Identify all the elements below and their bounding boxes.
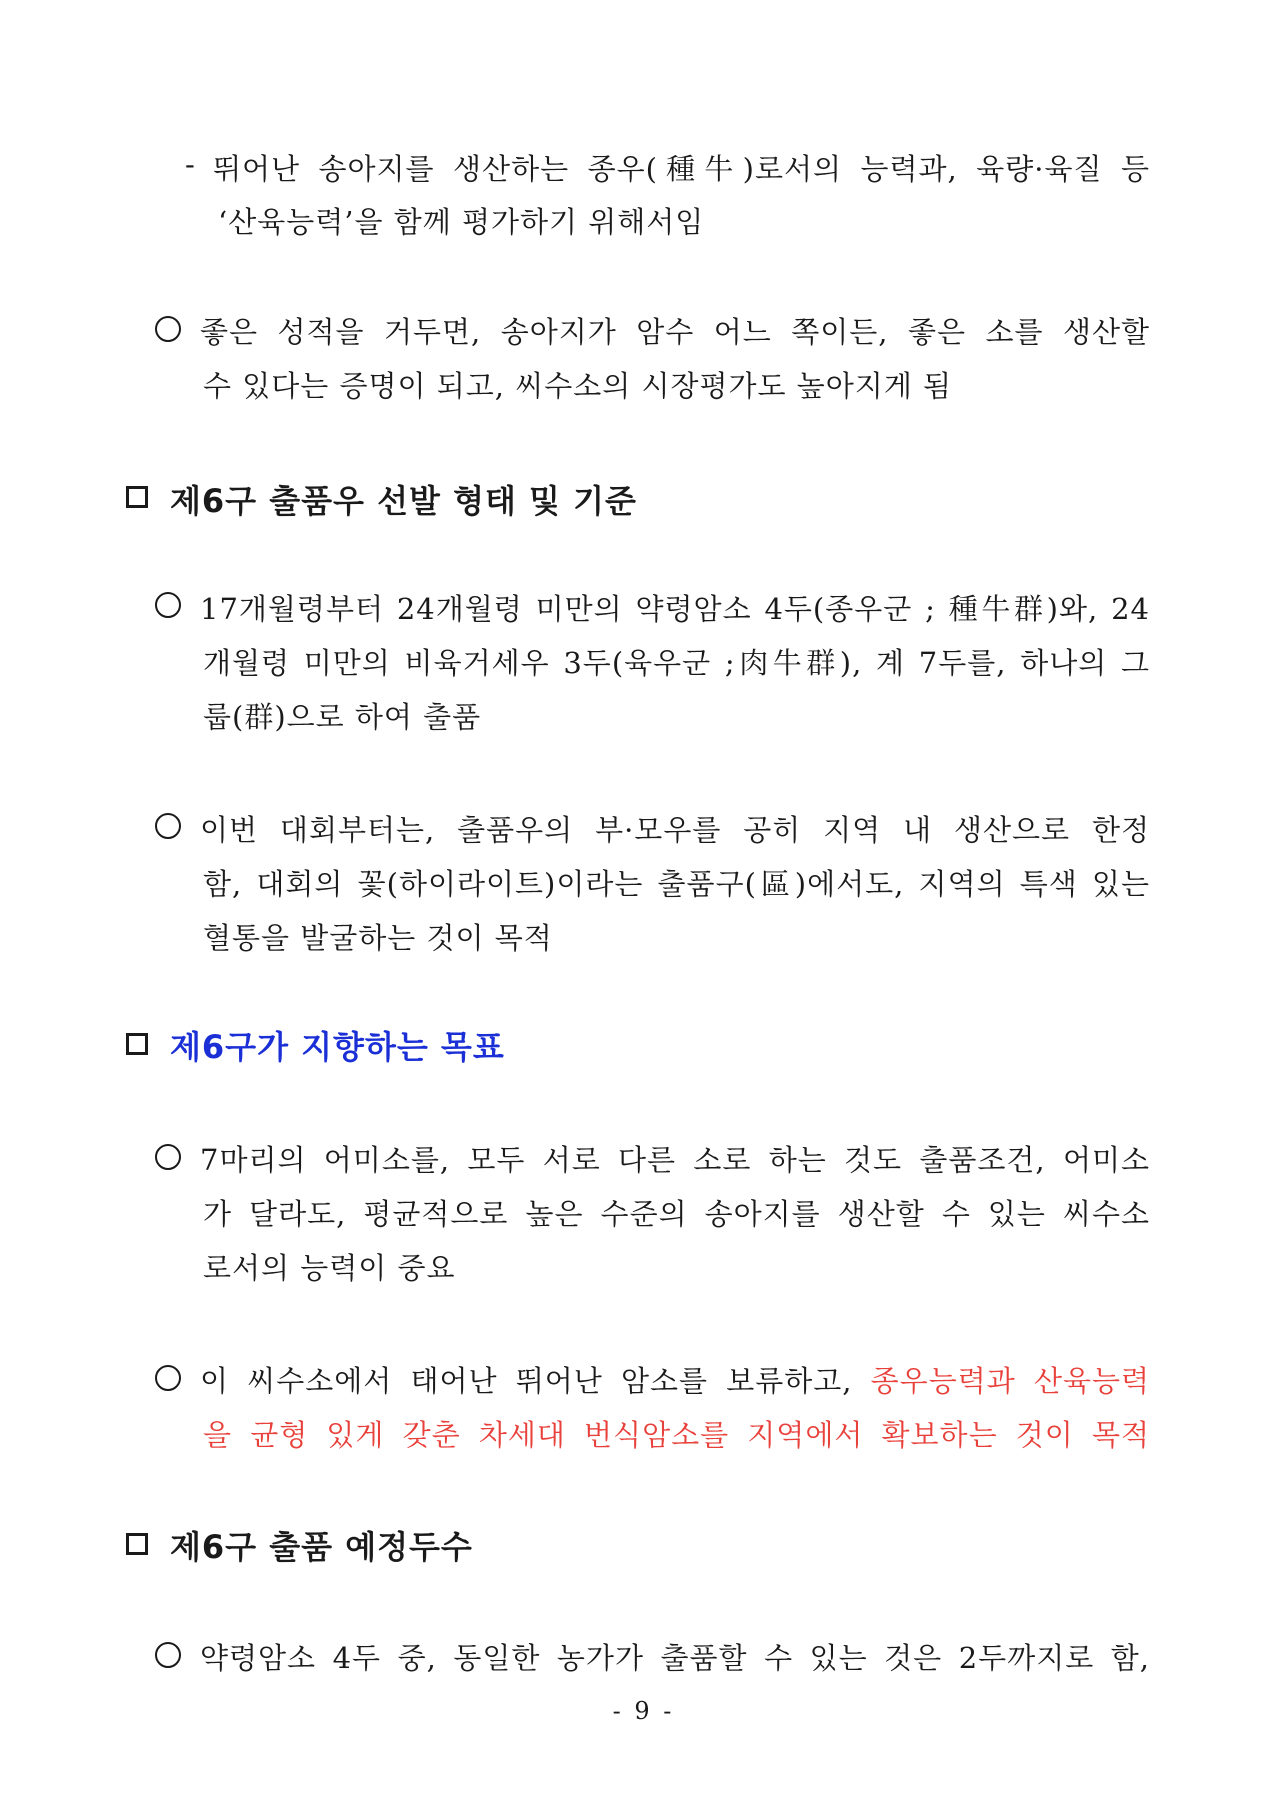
text-line: 약령암소 4두 중, 동일한 농가가 출품할 수 있는 것은 2두까지로 함, [200,1641,1150,1675]
section-heading: 제6구 출품우 선발 형태 및 기준 [170,482,637,520]
text-line: 수 있다는 증명이 되고, 씨수소의 시장평가도 높아지게 됨 [203,369,953,403]
text-line: 개월령 미만의 비육거세우 3두(육우군 ;肉牛群), 계 7두를, 하나의 그 [203,646,1150,680]
checkbox-square-icon [126,1533,148,1555]
circle-bullet-icon [155,1365,181,1391]
text-line: 룹(群)으로 하여 출품 [203,700,482,734]
text-line: 가 달라도, 평균적으로 높은 수준의 송아지를 생산할 수 있는 씨수소 [203,1197,1150,1231]
text-line: ‘산육능력’을 함께 평가하기 위해서임 [218,205,705,239]
highlight-text: 을 균형 있게 갖춘 차세대 번식암소를 지역에서 확보하는 것이 목적 [203,1418,1150,1452]
text-line: 이번 대회부터는, 출품우의 부·모우를 공히 지역 내 생산으로 한정 [200,813,1150,847]
section-heading: 제6구 출품 예정두수 [170,1528,473,1566]
highlight-text: 종우능력과 산육능력 [870,1364,1150,1398]
checkbox-square-icon [126,486,148,508]
text-line: 좋은 성적을 거두면, 송아지가 암수 어느 쪽이든, 좋은 소를 생산할 [200,315,1150,349]
section-heading: 제6구가 지향하는 목표 [170,1028,505,1066]
circle-bullet-icon [155,1144,181,1170]
text-line [200,1359,1150,1400]
dash-bullet: - [185,147,196,181]
page-number: - 9 - [612,1697,675,1725]
circle-bullet-icon [155,316,181,342]
text-line: 7마리의 어미소를, 모두 서로 다른 소로 하는 것도 출품조건, 어미소 [200,1143,1150,1177]
text-line: 뛰어난 송아지를 생산하는 종우(種牛)로서의 능력과, 육량·육질 등 [213,152,1150,186]
circle-bullet-icon [155,1642,181,1668]
circle-bullet-icon [155,813,181,839]
checkbox-square-icon [126,1033,148,1055]
circle-bullet-icon [155,592,181,618]
text-line: 혈통을 발굴하는 것이 목적 [203,921,553,955]
text-line: 로서의 능력이 중요 [203,1251,456,1285]
text-line: 17개월령부터 24개월령 미만의 약령암소 4두(종우군 ; 種牛群)와, 24 [200,592,1150,626]
text-segment: 이 씨수소에서 태어난 뛰어난 암소를 보류하고, [200,1364,871,1398]
text-line: 함, 대회의 꽃(하이라이트)이라는 출품구(區)에서도, 지역의 특색 있는 [203,867,1150,901]
